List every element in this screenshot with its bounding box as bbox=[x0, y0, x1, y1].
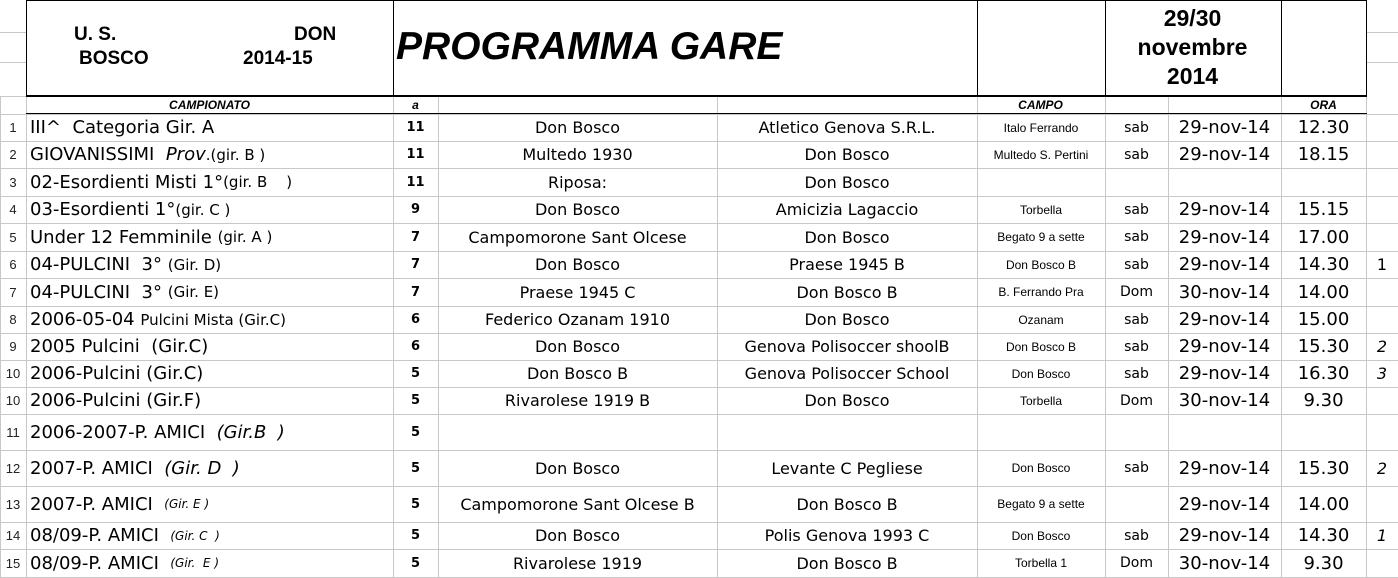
match-date: 29-nov-14 bbox=[1178, 336, 1271, 357]
row-number: 8 bbox=[9, 312, 17, 327]
match-time: 17.00 bbox=[1297, 226, 1350, 248]
row-number: 13 bbox=[5, 496, 21, 512]
campionato-name: 2005 Pulcini (Gir.C) bbox=[30, 336, 209, 357]
round-number: 6 bbox=[410, 312, 421, 327]
row-number: 5 bbox=[9, 229, 17, 245]
home-team: Don Bosco bbox=[534, 118, 621, 137]
grid-line bbox=[26, 96, 27, 578]
match-date: 30-nov-14 bbox=[1178, 390, 1271, 411]
field-name: Ozanam bbox=[1018, 312, 1064, 327]
round-number: 5 bbox=[410, 393, 421, 408]
campionato-cell bbox=[30, 360, 390, 387]
field-name: B. Ferrando Pra bbox=[998, 285, 1084, 299]
match-time: 12.30 bbox=[1297, 117, 1350, 138]
girone-label: (Gir. E ) bbox=[170, 556, 220, 570]
note-number bbox=[1366, 278, 1398, 306]
match-day: sab bbox=[1124, 338, 1149, 355]
row-number: 6 bbox=[9, 257, 17, 272]
col-header-a: a bbox=[412, 97, 419, 112]
away-team: Polis Genova 1993 C bbox=[764, 526, 930, 545]
header-border bbox=[393, 0, 394, 96]
home-team: Campomorone Sant Olcese bbox=[468, 227, 687, 247]
match-time bbox=[1281, 414, 1366, 450]
campionato-name: 02-Esordienti Misti 1° bbox=[30, 171, 224, 193]
row-number: 9 bbox=[9, 339, 17, 354]
campionato-name: III^ Categoria Gir. A bbox=[30, 117, 215, 138]
campionato-name: 2006-05-04 bbox=[30, 309, 141, 330]
row-number: 10 bbox=[5, 366, 21, 381]
home-team: Don Bosco bbox=[534, 337, 621, 356]
round-number: 11 bbox=[406, 147, 425, 162]
match-day: Dom bbox=[1120, 392, 1153, 409]
away-team: Don Bosco bbox=[804, 227, 890, 247]
away-team: Genova Polisoccer School bbox=[744, 364, 950, 383]
grid-line bbox=[0, 62, 26, 63]
round-number: 5 bbox=[410, 555, 421, 571]
campionato-cell bbox=[30, 486, 390, 522]
round-number: 7 bbox=[410, 284, 421, 300]
grid-line bbox=[1366, 32, 1398, 33]
campionato-name: 2006-Pulcini (Gir.F) bbox=[30, 390, 202, 411]
campionato-italic: (Gir. D ) bbox=[164, 457, 240, 479]
campionato-cell bbox=[30, 223, 390, 251]
field-name: Don Bosco B bbox=[1005, 339, 1077, 354]
home-team: Don Bosco bbox=[534, 458, 621, 478]
girone-label: (gir. C ) bbox=[175, 200, 231, 219]
match-day bbox=[1105, 168, 1168, 196]
match-date: 29-nov-14 bbox=[1178, 363, 1271, 384]
match-day: Dom bbox=[1120, 284, 1153, 300]
match-day: sab bbox=[1124, 460, 1149, 476]
match-date: 29-nov-14 bbox=[1178, 226, 1271, 248]
campionato-name: 2006-Pulcini (Gir.C) bbox=[30, 363, 204, 384]
date-line1: 29/30 bbox=[1163, 4, 1222, 31]
note-number bbox=[1366, 141, 1398, 168]
away-team: Don Bosco B bbox=[796, 282, 898, 302]
home-team: Campomorone Sant Olcese B bbox=[460, 494, 695, 514]
field-name: Torbella bbox=[1019, 393, 1063, 408]
round-number: 6 bbox=[410, 339, 421, 354]
note-number: 1 bbox=[1376, 255, 1388, 274]
away-team: Don Bosco bbox=[804, 310, 890, 329]
girone-label: (Gir. E ) bbox=[164, 497, 210, 511]
match-day: sab bbox=[1124, 119, 1149, 136]
campionato-cell bbox=[30, 414, 390, 450]
campionato-name: 04-PULCINI 3° bbox=[30, 281, 168, 303]
away-team: Praese 1945 B bbox=[789, 255, 905, 274]
girone-label: .(gir. B ) bbox=[205, 145, 266, 164]
away-team: Atletico Genova S.R.L. bbox=[758, 118, 936, 137]
note-number: 3 bbox=[1376, 364, 1388, 383]
header-border bbox=[26, 0, 1367, 1]
campionato-cell bbox=[30, 333, 390, 360]
away-team: Amicizia Lagaccio bbox=[775, 200, 919, 219]
club-name-line2: BOSCO bbox=[79, 48, 149, 69]
club-name-line1: U. S. bbox=[74, 24, 117, 45]
grid-line bbox=[1366, 62, 1398, 63]
home-team: Multedo 1930 bbox=[522, 145, 633, 164]
match-date: 29-nov-14 bbox=[1178, 254, 1271, 275]
match-time: 14.00 bbox=[1297, 281, 1350, 303]
campionato-name: 08/09-P. AMICI bbox=[30, 525, 171, 546]
match-date: 29-nov-14 bbox=[1178, 525, 1271, 546]
match-time: 15.00 bbox=[1297, 309, 1350, 330]
note-number: 2 bbox=[1376, 458, 1388, 478]
match-time: 15.30 bbox=[1297, 457, 1350, 479]
match-time: 14.30 bbox=[1297, 525, 1350, 546]
round-number: 9 bbox=[410, 202, 421, 217]
away-team: Don Bosco bbox=[804, 391, 890, 410]
match-day bbox=[1105, 414, 1168, 450]
campionato-italic: (Gir.B ) bbox=[216, 421, 285, 443]
field-name: Don Bosco bbox=[1011, 366, 1071, 381]
campionato-cell bbox=[30, 549, 390, 577]
home-team: Federico Ozanam 1910 bbox=[485, 310, 670, 329]
match-date bbox=[1168, 168, 1281, 196]
home-team: Don Bosco bbox=[534, 526, 621, 545]
campionato-name: 2007-P. AMICI bbox=[30, 493, 165, 515]
home-team: Don Bosco bbox=[534, 255, 621, 274]
home-team: Riposa: bbox=[547, 172, 608, 192]
header-border bbox=[1281, 0, 1282, 96]
campionato-name: GIOVANISSIMI bbox=[30, 144, 166, 165]
campionato-cell bbox=[30, 278, 390, 306]
row-number: 14 bbox=[5, 528, 21, 543]
campionato-cell bbox=[30, 114, 390, 141]
field-name bbox=[977, 168, 1105, 196]
away-team: Levante C Pegliese bbox=[771, 458, 923, 478]
match-day: sab bbox=[1124, 146, 1149, 163]
field-name: Begato 9 a sette bbox=[997, 497, 1085, 511]
note-number: 1 bbox=[1376, 526, 1388, 545]
match-time: 9.30 bbox=[1303, 552, 1344, 574]
club-don: DON bbox=[294, 24, 337, 45]
page-title: PROGRAMMA GARE bbox=[396, 25, 783, 68]
girone-label: Pulcini Mista (Gir.C) bbox=[140, 310, 286, 329]
match-time: 16.30 bbox=[1297, 363, 1350, 384]
note-number bbox=[1366, 549, 1398, 577]
round-number: 5 bbox=[410, 528, 421, 543]
note-number bbox=[1366, 387, 1398, 414]
match-time: 18.15 bbox=[1297, 144, 1350, 165]
campionato-cell bbox=[30, 450, 390, 486]
note-number: 2 bbox=[1376, 337, 1388, 356]
field-name: Don Bosco bbox=[1011, 528, 1071, 543]
campionato-italic: Prov bbox=[165, 144, 206, 165]
match-time bbox=[1281, 168, 1366, 196]
home-team: Praese 1945 C bbox=[519, 282, 636, 302]
match-date: 29-nov-14 bbox=[1178, 144, 1271, 165]
field-name: Don Bosco bbox=[1011, 461, 1071, 475]
row-number: 15 bbox=[5, 555, 21, 571]
field-name bbox=[977, 414, 1105, 450]
match-day: sab bbox=[1124, 256, 1149, 273]
date-line3: 2014 bbox=[1166, 62, 1219, 89]
match-date bbox=[1168, 414, 1281, 450]
date-line2: novembre bbox=[1137, 33, 1248, 60]
match-day: Dom bbox=[1120, 555, 1153, 571]
match-day bbox=[1105, 486, 1168, 522]
field-name: Begato 9 a sette bbox=[997, 230, 1085, 244]
note-number bbox=[1366, 414, 1398, 450]
note-number bbox=[1366, 223, 1398, 251]
row-number: 12 bbox=[5, 460, 21, 476]
row-number: 3 bbox=[9, 174, 17, 190]
home-team: Rivarolese 1919 bbox=[512, 553, 643, 573]
campionato-cell bbox=[30, 522, 390, 549]
girone-label: (Gir. E) bbox=[167, 283, 220, 301]
grid-line bbox=[0, 32, 26, 33]
away-team: Don Bosco B bbox=[796, 494, 898, 514]
away-team bbox=[717, 414, 977, 450]
match-date: 29-nov-14 bbox=[1178, 309, 1271, 330]
field-name: Don Bosco B bbox=[1005, 257, 1077, 272]
row-number: 10 bbox=[5, 393, 21, 408]
girone-label: (Gir. C ) bbox=[170, 528, 220, 543]
round-number: 5 bbox=[410, 460, 421, 476]
field-name: Multedo S. Pertini bbox=[993, 147, 1089, 162]
col-header-campionato: CAMPIONATO bbox=[169, 97, 250, 112]
home-team: Rivarolese 1919 B bbox=[504, 391, 651, 410]
home-team: Don Bosco bbox=[534, 200, 621, 219]
round-number: 7 bbox=[410, 229, 421, 245]
field-name: Torbella bbox=[1019, 202, 1063, 217]
campionato-name: 03-Esordienti 1° bbox=[30, 199, 176, 220]
girone-label: (gir. A ) bbox=[217, 228, 273, 246]
match-time: 15.15 bbox=[1297, 199, 1350, 220]
header-border bbox=[977, 0, 978, 96]
match-day: sab bbox=[1124, 229, 1149, 245]
grid-line bbox=[0, 96, 26, 97]
campionato-name: 2007-P. AMICI bbox=[30, 457, 165, 479]
row-number: 2 bbox=[9, 147, 17, 162]
round-number: 5 bbox=[410, 424, 421, 440]
match-date: 29-nov-14 bbox=[1178, 199, 1271, 220]
campionato-name: Under 12 Femminile bbox=[30, 226, 218, 248]
note-number bbox=[1366, 306, 1398, 333]
match-date: 29-nov-14 bbox=[1178, 117, 1271, 138]
note-number bbox=[1366, 168, 1398, 196]
campionato-cell bbox=[30, 168, 390, 196]
note-number bbox=[1366, 196, 1398, 223]
campionato-cell bbox=[30, 251, 390, 278]
match-time: 15.30 bbox=[1297, 336, 1350, 357]
campionato-cell bbox=[30, 306, 390, 333]
season-label: 2014-15 bbox=[243, 48, 313, 69]
field-name: Italo Ferrando bbox=[1003, 120, 1079, 135]
note-number bbox=[1366, 114, 1398, 141]
col-header-campo: CAMPO bbox=[1018, 97, 1063, 112]
campionato-name: 2006-2007-P. AMICI bbox=[30, 421, 217, 443]
campionato-cell bbox=[30, 141, 390, 168]
away-team: Genova Polisoccer shoolB bbox=[744, 337, 950, 356]
match-date: 30-nov-14 bbox=[1178, 552, 1271, 574]
girone-label: (gir. B ) bbox=[223, 173, 293, 191]
header-border bbox=[26, 0, 27, 96]
round-number: 11 bbox=[406, 120, 425, 135]
col-header-ora: ORA bbox=[1310, 97, 1337, 112]
round-number: 5 bbox=[410, 496, 421, 512]
note-number bbox=[1366, 486, 1398, 522]
match-day: sab bbox=[1124, 527, 1149, 544]
home-team bbox=[438, 414, 717, 450]
row-number: 11 bbox=[6, 424, 20, 440]
match-date: 29-nov-14 bbox=[1178, 457, 1271, 479]
campionato-name: 08/09-P. AMICI bbox=[30, 552, 171, 574]
home-team: Don Bosco B bbox=[526, 364, 629, 383]
match-time: 14.00 bbox=[1297, 493, 1350, 515]
row-number: 1 bbox=[9, 120, 17, 135]
campionato-name: 04-PULCINI 3° bbox=[30, 254, 168, 275]
row-number: 7 bbox=[9, 284, 17, 300]
away-team: Don Bosco B bbox=[796, 553, 898, 573]
header-border bbox=[1366, 0, 1367, 96]
round-number: 11 bbox=[406, 174, 425, 190]
match-day: sab bbox=[1124, 365, 1149, 382]
match-time: 14.30 bbox=[1297, 254, 1350, 275]
round-number: 5 bbox=[410, 366, 421, 381]
girone-label: (Gir. D) bbox=[167, 255, 222, 274]
campionato-cell bbox=[30, 387, 390, 414]
row-number: 4 bbox=[9, 202, 17, 217]
match-date: 29-nov-14 bbox=[1178, 493, 1271, 515]
campionato-cell bbox=[30, 196, 390, 223]
away-team: Don Bosco bbox=[804, 145, 890, 164]
match-time: 9.30 bbox=[1303, 390, 1344, 411]
field-name: Torbella 1 bbox=[1014, 556, 1068, 570]
match-date: 30-nov-14 bbox=[1178, 281, 1271, 303]
away-team: Don Bosco bbox=[804, 172, 890, 192]
round-number: 7 bbox=[410, 257, 421, 272]
match-day: sab bbox=[1124, 311, 1149, 328]
match-day: sab bbox=[1124, 201, 1149, 218]
